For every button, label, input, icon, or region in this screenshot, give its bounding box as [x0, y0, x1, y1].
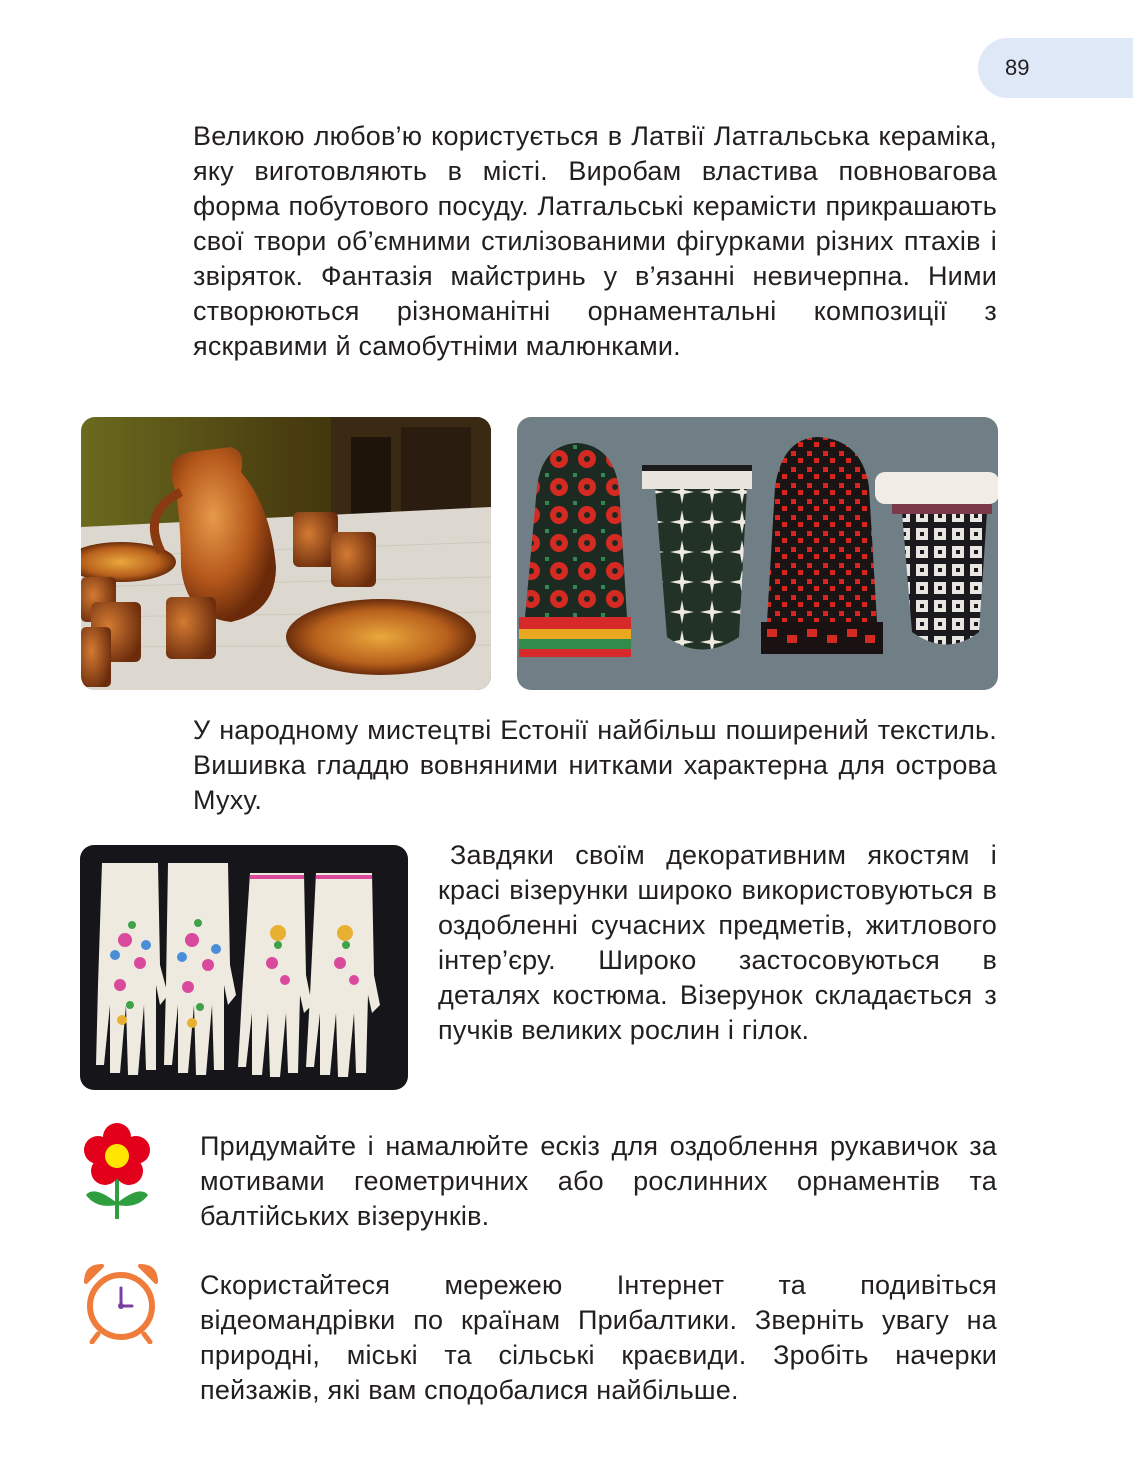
page-number: 89 [1005, 55, 1030, 80]
knitted-mittens-photo [517, 417, 998, 690]
task-internet-travel: Скористайтеся мережею Інтернет та подивіться відеомандрівки по країнам Прибалтики. Зверніть увагу на природні, міські та сільські краєвиди. Зробіть начерки пейзажів, які вам сподобалися найбільше. [200, 1270, 997, 1405]
ceramics-photo [81, 417, 491, 690]
embroidered-gloves-photo [80, 845, 408, 1090]
flower-icon [84, 1123, 150, 1226]
alarm-clock-icon [80, 1262, 162, 1349]
task-draw-sketch: Придумайте і намалюйте ескіз для оздоблення рукавичок за мотивами геометричних або рослинних орнаментів та балтійських візерунків. [200, 1131, 997, 1231]
page-number-badge [978, 38, 1133, 98]
paragraph-estonian-textile: У народному мистецтві Естонії найбільш поширений текстиль. Вишивка гладдю вовняними нитками характерна для острова Муху. [193, 715, 997, 815]
paragraph-latvian-ceramics: Великою любов’ю користується в Латвії Латгальська кераміка, яку виготовляють в місті. Виробам властива повновагова форма побутового посуду. Латгальські керамісти прикрашають свої твори об’ємними стилізованими фігурками різних птахів і звіряток. Фантазія майстринь у в’язанні невичерпна. Ними створюються різноманітні орнаментальні композиції з яскравими й самобутніми малюнками. [193, 121, 997, 361]
paragraph-patterns: Завдяки своїм декоративним якостям і красі візерунки широко використовуються в оздобленні сучасних предметів, житлового інтер’єру. Широко застосовуються в деталях костюма. Візерунок складається з пучків великих рослин і гілок. [438, 840, 997, 1045]
